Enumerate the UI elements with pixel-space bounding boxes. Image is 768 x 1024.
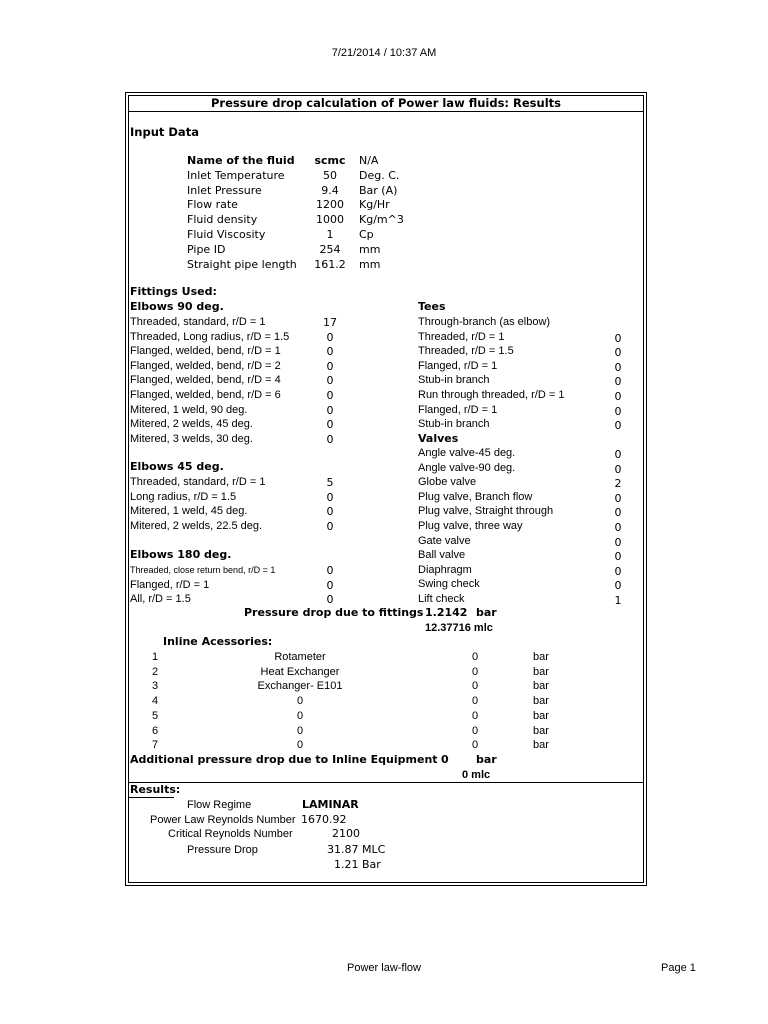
fitting-label: Globe valve	[418, 476, 477, 489]
fitting-label: Mitered, 1 weld, 90 deg.	[130, 403, 248, 416]
additional-drop-mlc: 0 mlc	[462, 769, 491, 781]
input-value: 161.2	[314, 257, 346, 271]
accessory-number: 5	[152, 709, 159, 722]
valves-heading: Valves	[418, 432, 459, 445]
fitting-count: 0	[326, 490, 334, 504]
fitting-count: 0	[614, 404, 622, 418]
input-label: Inlet Temperature	[187, 168, 285, 182]
input-unit: mm	[359, 242, 381, 256]
fitting-label: Mitered, 1 weld, 45 deg.	[130, 505, 248, 518]
fitting-label: Flanged, welded, bend, r/D = 2	[130, 359, 281, 372]
fitting-label: Flanged, r/D = 1	[418, 403, 498, 416]
fitting-label: Flanged, r/D = 1	[130, 578, 210, 591]
input-unit: Bar (A)	[359, 183, 398, 197]
accessory-number: 3	[152, 680, 159, 693]
print-datetime: 7/21/2014 / 10:37 AM	[331, 47, 437, 59]
fitting-label: Through-branch (as elbow)	[418, 316, 551, 328]
input-label: Fluid density	[187, 213, 258, 227]
fitting-label: Angle valve-45 deg.	[418, 447, 516, 459]
fitting-count: 0	[614, 375, 622, 389]
fitting-count: 0	[326, 389, 334, 402]
accessory-drop: 0	[471, 724, 479, 737]
accessory-unit: bar	[533, 724, 549, 737]
accessory-drop: 0	[471, 665, 479, 678]
accessory-unit: bar	[533, 680, 549, 693]
input-label: Name of the fluid	[187, 154, 295, 167]
footer-page-number: Page 1	[661, 962, 696, 974]
accessory-number: 7	[152, 739, 159, 752]
fitting-count: 0	[614, 448, 622, 461]
input-unit: Cp	[359, 228, 374, 241]
input-unit: Kg/Hr	[359, 198, 390, 212]
fitting-count: 1	[614, 594, 622, 607]
accessory-number: 4	[152, 695, 159, 708]
fitting-count: 0	[326, 403, 334, 417]
fittings-drop-mlc: 12.37716 mlc	[425, 622, 493, 634]
additional-drop-value: 0	[441, 753, 449, 766]
accessory-number: 1	[152, 651, 159, 663]
fitting-count: 0	[326, 418, 334, 432]
accessory-drop: 0	[471, 680, 479, 693]
fitting-count: 0	[614, 331, 622, 345]
elbows-180-heading: Elbows 180 deg.	[130, 548, 232, 561]
accessory-unit: bar	[533, 709, 549, 722]
fitting-label: Mitered, 2 welds, 22.5 deg.	[130, 519, 263, 532]
critical-reynolds-value: 2100	[332, 827, 360, 840]
critical-reynolds-label: Critical Reynolds Number	[168, 828, 293, 840]
fitting-count: 0	[326, 519, 334, 533]
fitting-label: Stub-in branch	[418, 374, 490, 387]
input-unit: Deg. C.	[359, 168, 400, 182]
fitting-label: Plug valve, three way	[418, 520, 523, 532]
input-value: 254	[319, 242, 341, 256]
fitting-count: 0	[614, 419, 622, 433]
fitting-label: Long radius, r/D = 1.5	[130, 490, 237, 503]
input-unit: Kg/m^3	[359, 213, 404, 227]
fitting-label: Threaded, Long radius, r/D = 1.5	[130, 330, 290, 343]
fitting-count: 0	[326, 374, 334, 388]
fitting-count: 0	[614, 360, 622, 374]
fitting-count: 0	[326, 359, 334, 373]
accessory-name: 0	[296, 739, 304, 752]
flow-regime-label: Flow Regime	[187, 799, 252, 811]
fitting-label: All, r/D = 1.5	[130, 593, 191, 606]
input-value: 1200	[316, 198, 344, 212]
input-value: 9.4	[321, 183, 339, 197]
accessory-drop: 0	[471, 739, 479, 752]
accessory-name: Heat Exchanger	[260, 665, 340, 678]
accessory-unit: bar	[533, 665, 549, 678]
input-value: 1000	[316, 213, 344, 227]
fitting-count: 17	[323, 316, 337, 329]
accessory-unit: bar	[533, 651, 549, 663]
fitting-count: 0	[614, 579, 622, 593]
fitting-count: 0	[614, 521, 622, 534]
results-heading: Results:	[130, 783, 181, 796]
fitting-label: Threaded, standard, r/D = 1	[130, 476, 266, 488]
fitting-count: 0	[326, 330, 334, 344]
tees-heading: Tees	[418, 300, 446, 313]
results-divider	[129, 782, 643, 783]
reynolds-value: 1670.92	[301, 813, 347, 826]
footer-filename: Power law-flow	[347, 962, 421, 974]
accessory-drop: 0	[471, 709, 479, 722]
fitting-count: 0	[614, 346, 622, 360]
input-value: 50	[323, 168, 337, 182]
fitting-count: 0	[614, 535, 622, 549]
fitting-count: 5	[326, 476, 334, 489]
elbows-45-heading: Elbows 45 deg.	[130, 460, 224, 473]
fitting-label: Threaded, r/D = 1.5	[418, 345, 514, 358]
accessory-unit: bar	[533, 739, 549, 752]
accessory-name: 0	[296, 724, 304, 737]
report-title: Pressure drop calculation of Power law fluids: Results	[129, 96, 643, 112]
fitting-count: 0	[326, 578, 334, 592]
fittings-drop-bar-unit: bar	[476, 606, 497, 619]
input-label: Pipe ID	[187, 242, 226, 256]
fitting-label: Ball valve	[418, 549, 466, 562]
fitting-count: 0	[326, 505, 334, 519]
fitting-count: 0	[326, 593, 334, 607]
fitting-label: Flanged, welded, bend, r/D = 6	[130, 389, 281, 401]
fitting-label: Plug valve, Branch flow	[418, 490, 533, 503]
fittings-drop-label: Pressure drop due to fittings	[244, 606, 424, 619]
fittings-drop-bar: 1.2142	[425, 606, 468, 619]
fitting-count: 0	[326, 345, 334, 359]
accessory-number: 2	[152, 665, 159, 678]
input-label: Flow rate	[187, 198, 238, 212]
fitting-count: 0	[614, 390, 622, 403]
input-label: Straight pipe length	[187, 257, 297, 271]
fitting-count: 0	[326, 432, 334, 446]
pressure-drop-label: Pressure Drop	[187, 844, 258, 856]
fitting-label: Flanged, welded, bend, r/D = 4	[130, 374, 281, 387]
additional-drop-label: Additional pressure drop due to Inline Equipment	[130, 753, 438, 766]
accessory-name: Exchanger- E101	[257, 680, 343, 693]
fitting-count: 0	[614, 506, 622, 520]
accessory-name: Rotameter	[274, 651, 326, 663]
fitting-count: 0	[614, 564, 622, 578]
fitting-label: Flanged, welded, bend, r/D = 1	[130, 345, 281, 358]
fitting-label: Mitered, 3 welds, 30 deg.	[130, 432, 253, 445]
input-label: Fluid Viscosity	[187, 228, 266, 241]
fitting-count: 2	[614, 477, 622, 491]
fitting-label: Diaphragm	[418, 563, 472, 576]
fitting-label: Flanged, r/D = 1	[418, 359, 498, 372]
accessory-drop: 0	[471, 695, 479, 708]
fitting-label: Threaded, standard, r/D = 1	[130, 316, 266, 328]
fitting-count: 0	[326, 564, 334, 577]
fitting-label: Mitered, 2 welds, 45 deg.	[130, 418, 253, 431]
fitting-label: Threaded, close return bend, r/D = 1	[130, 565, 276, 575]
elbows-90-heading: Elbows 90 deg.	[130, 300, 224, 313]
input-value: 1	[326, 228, 334, 241]
input-unit: mm	[359, 257, 381, 271]
results-heading-underline	[129, 797, 174, 798]
accessory-unit: bar	[533, 695, 549, 708]
fitting-label: Stub-in branch	[418, 418, 490, 431]
fitting-label: Run through threaded, r/D = 1	[418, 389, 565, 401]
accessory-drop: 0	[471, 651, 479, 663]
input-data-heading: Input Data	[130, 125, 199, 139]
input-value: scmc	[314, 154, 346, 167]
fitting-count: 0	[614, 550, 622, 564]
input-label: Inlet Pressure	[187, 183, 262, 197]
accessory-number: 6	[152, 724, 159, 737]
pressure-drop-mlc: 31.87 MLC	[327, 843, 386, 856]
fitting-label: Plug valve, Straight through	[418, 505, 554, 518]
reynolds-label: Power Law Reynolds Number	[150, 814, 296, 826]
input-unit: N/A	[359, 154, 379, 167]
additional-drop-unit: bar	[476, 753, 497, 766]
flow-regime-value: LAMINAR	[302, 798, 359, 811]
inline-accessories-heading: Inline Acessories:	[163, 635, 273, 648]
fittings-heading: Fittings Used:	[130, 285, 217, 298]
fitting-label: Threaded, r/D = 1	[418, 330, 505, 343]
fitting-label: Gate valve	[418, 534, 471, 547]
fitting-count: 0	[614, 491, 622, 505]
accessory-name: 0	[296, 695, 304, 708]
pressure-drop-bar: 1.21 Bar	[334, 858, 381, 871]
accessory-name: 0	[296, 709, 304, 722]
fitting-label: Lift check	[418, 593, 465, 605]
fitting-label: Angle valve-90 deg.	[418, 461, 516, 474]
fitting-count: 0	[614, 462, 622, 476]
fitting-label: Swing check	[418, 578, 480, 591]
